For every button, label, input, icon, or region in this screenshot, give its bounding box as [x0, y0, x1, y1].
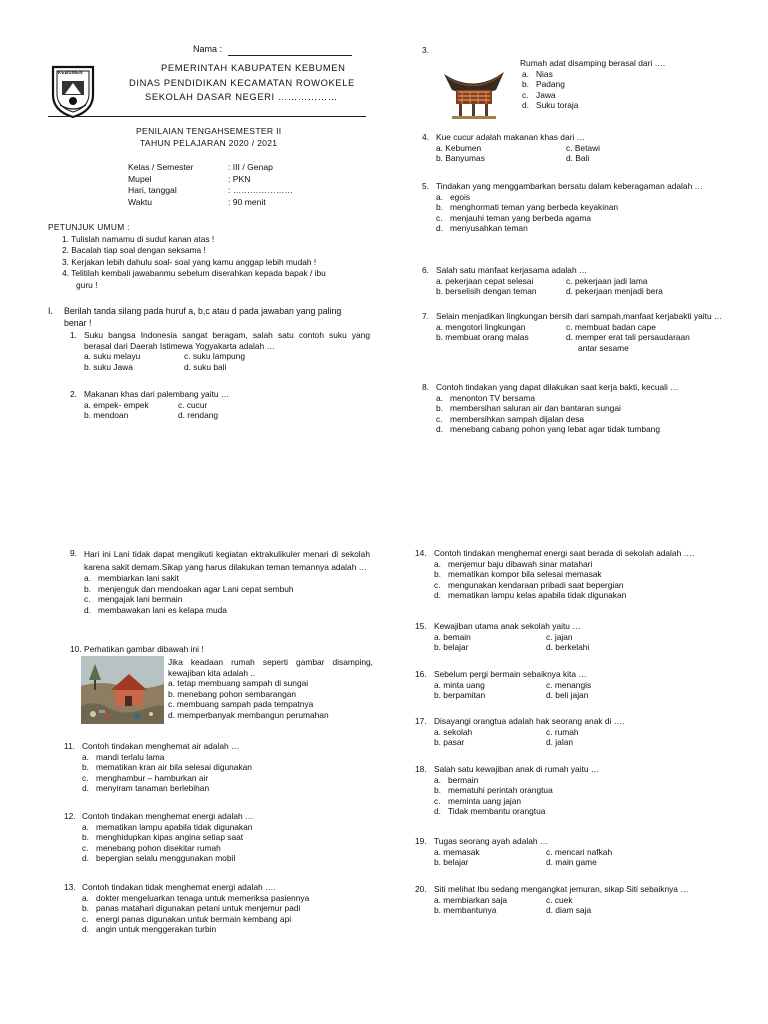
- option-a[interactable]: a. Kebumen: [436, 142, 482, 153]
- option-d-continued: antar sesame: [578, 342, 629, 353]
- option-b[interactable]: b. menebang pohon sembarangan: [168, 688, 297, 699]
- question-13: [64, 882, 374, 935]
- option-b[interactable]: b. suku Jawa: [84, 361, 133, 372]
- option-c[interactable]: c. jajan: [546, 631, 573, 642]
- option-letter: b.: [82, 762, 89, 772]
- option-d[interactable]: [434, 590, 735, 601]
- option-d[interactable]: d. berkelahi: [546, 642, 590, 652]
- option-c[interactable]: c. Betawi: [566, 142, 600, 153]
- option-d[interactable]: d. Bali: [566, 153, 590, 163]
- option-a[interactable]: a. memasak: [434, 846, 480, 857]
- option-letter: a.: [82, 892, 89, 903]
- question-number: 2.: [70, 389, 77, 399]
- option-d[interactable]: d. jalan: [546, 737, 574, 747]
- question-number: 4.: [422, 132, 429, 142]
- info-label: Waktu: [128, 196, 153, 207]
- option-b[interactable]: [84, 584, 370, 595]
- question-number: 20.: [415, 884, 427, 894]
- option-a[interactable]: a. mengotori lingkungan: [436, 321, 526, 332]
- option-d[interactable]: [522, 100, 720, 111]
- question-text: Makanan khas dari palembang yaitu …: [84, 389, 230, 399]
- question-7: [422, 311, 752, 353]
- option-letter: b.: [436, 202, 443, 212]
- option-a[interactable]: a. empek- empek: [84, 399, 149, 410]
- option-d[interactable]: [82, 924, 374, 935]
- option-c[interactable]: c. cuek: [546, 894, 573, 905]
- option-c[interactable]: [436, 213, 752, 224]
- info-value: : PKN: [228, 173, 251, 184]
- option-d[interactable]: [84, 605, 370, 616]
- info-row: [128, 162, 293, 174]
- question-text: Suku bangsa Indonesia sangat beragam, salah satu contoh suku yang berasal dari Daerah Istimewa Yogyakarta adalah …: [84, 330, 370, 351]
- option-letter: c.: [82, 913, 89, 924]
- option-c[interactable]: c. rumah: [546, 726, 579, 737]
- option-text: energi panas digunakan untuk bermain kembang api: [96, 913, 292, 924]
- question-number: 6.: [422, 265, 429, 275]
- question-12: [64, 811, 364, 864]
- option-letter: c.: [522, 89, 529, 100]
- exam-year: TAHUN PELAJARAN 2020 / 2021: [140, 138, 278, 148]
- option-letter: c.: [82, 842, 89, 853]
- question-text: Salah satu manfaat kerjasama adalah …: [436, 265, 588, 275]
- option-letter: b.: [436, 403, 443, 413]
- option-a[interactable]: a. sekolah: [434, 726, 473, 737]
- option-b[interactable]: b. Banyumas: [436, 153, 485, 163]
- question-1: [70, 330, 370, 372]
- header-rule: [48, 116, 366, 117]
- option-c[interactable]: c. pekerjaan jadi lama: [566, 275, 648, 286]
- option-c[interactable]: [522, 90, 720, 101]
- option-b[interactable]: b. belajar: [434, 642, 469, 652]
- option-d[interactable]: d. pekerjaan menjadi bera: [566, 286, 663, 296]
- option-a[interactable]: [522, 69, 720, 80]
- question-text: Salah satu kewajiban anak di rumah yaitu …: [434, 764, 600, 774]
- option-letter: b.: [434, 569, 441, 579]
- option-b[interactable]: b. pasar: [434, 737, 465, 747]
- option-letter: b.: [434, 785, 441, 795]
- option-text: mandi terlalu lama: [96, 751, 165, 762]
- question-18: [415, 764, 745, 817]
- option-b[interactable]: [434, 785, 745, 796]
- option-letter: d.: [84, 604, 91, 615]
- header-line1: PEMERINTAH KABUPATEN KEBUMEN: [161, 62, 346, 73]
- question-4: [422, 132, 752, 164]
- option-c[interactable]: [82, 914, 374, 925]
- instruction-item: guru !: [76, 279, 98, 290]
- instructions: [48, 222, 326, 292]
- question-number: 18.: [415, 764, 427, 774]
- section-line2: benar !: [64, 318, 92, 328]
- question-3-number: 3.: [422, 45, 429, 55]
- question-6: [422, 265, 752, 297]
- question-3: [520, 58, 720, 111]
- option-d[interactable]: [82, 783, 364, 794]
- option-b[interactable]: b. berpamitan: [434, 690, 486, 700]
- question-text: Contoh tindakan menghemat energi saat berada di sekolah adalah ….: [434, 548, 695, 558]
- option-d[interactable]: d. memperbanyak membangun perumahan: [168, 709, 329, 720]
- option-text: mematikan kran air bila selesai digunakan: [96, 762, 252, 772]
- option-text: Tidak membantu orangtua: [448, 806, 546, 816]
- question-text: Selain menjadikan lingkungan bersih dari sampah,manfaat kerjabakti yaitu …: [436, 311, 723, 321]
- option-c[interactable]: [82, 773, 364, 784]
- info-row: [128, 174, 293, 186]
- option-letter: d.: [434, 806, 441, 816]
- option-letter: c.: [434, 795, 441, 806]
- info-label: Mupel: [128, 173, 152, 184]
- info-label: Kelas / Semester: [128, 162, 194, 172]
- question-number: 14.: [415, 548, 427, 558]
- option-text: Suku toraja: [536, 100, 579, 110]
- question-text: Hari ini Lani tidak dapat mengikuti kegiatan ektrakulikuler menari di sekolah karena sakit demam.Sikap yang harus dilakukan teman temannya adalah …: [84, 549, 370, 572]
- name-label: [193, 44, 222, 55]
- option-text: mematikan lampu kelas apabila tidak digunakan: [448, 590, 627, 600]
- name-label-text: Nama :: [193, 44, 223, 54]
- question-text: Kue cucur adalah makanan khas dari …: [436, 132, 585, 142]
- question-text: Tugas seorang ayah adalah …: [434, 836, 549, 846]
- option-b[interactable]: [82, 832, 364, 843]
- option-letter: c.: [84, 594, 91, 605]
- option-letter: c.: [436, 413, 443, 424]
- option-text: menjauhi teman yang berbeda agama: [450, 212, 592, 223]
- option-text: mengunakan kendaraan pribadi saat bepergian: [448, 579, 624, 590]
- question-number: 12.: [64, 811, 76, 821]
- option-b[interactable]: [436, 202, 752, 213]
- option-text: menghidupkan kipas angina setiap saat: [96, 832, 244, 842]
- instructions-title: PETUNJUK UMUM :: [48, 222, 130, 232]
- question-number: 13.: [64, 882, 76, 892]
- question-number: 17.: [415, 716, 427, 726]
- option-c[interactable]: c. membuat badan cape: [566, 321, 656, 332]
- option-a[interactable]: [434, 559, 735, 570]
- option-c[interactable]: c. cucur: [178, 399, 208, 410]
- option-letter: a.: [82, 751, 89, 762]
- question-text: Rumah adat disamping berasal dari ….: [520, 58, 666, 68]
- question-number: 19.: [415, 836, 427, 846]
- option-text: menyiram tanaman berlebihan: [96, 783, 210, 793]
- option-d[interactable]: [82, 853, 364, 864]
- option-d[interactable]: [436, 223, 752, 234]
- option-letter: b.: [522, 79, 529, 89]
- question-14: [415, 548, 735, 601]
- info-value: : III / Genap: [228, 162, 273, 172]
- option-text: angin untuk menggerakan turbin: [96, 924, 217, 934]
- option-d[interactable]: d. suku bali: [184, 361, 227, 372]
- option-c[interactable]: [82, 843, 364, 854]
- option-a[interactable]: a. pekerjaan cepat selesai: [436, 275, 534, 286]
- option-text: bermain: [448, 774, 479, 785]
- question-8: [422, 382, 752, 435]
- option-text: menghambur – hamburkan air: [96, 772, 209, 783]
- question-19: [415, 836, 745, 868]
- question-number: 10.: [70, 644, 82, 654]
- option-letter: a.: [522, 68, 529, 79]
- option-text: Padang: [536, 79, 565, 89]
- option-letter: d.: [82, 853, 89, 863]
- option-a[interactable]: [434, 775, 745, 786]
- option-text: Jawa: [536, 89, 556, 100]
- option-d[interactable]: d. main game: [546, 857, 597, 867]
- option-d[interactable]: d. rendang: [178, 410, 219, 420]
- option-d[interactable]: [434, 806, 745, 817]
- instruction-item: 1. Tulislah namamu di sudut kanan atas !: [62, 233, 215, 244]
- option-a[interactable]: [82, 893, 374, 904]
- option-a[interactable]: a. tetap membuang sampah di sungai: [168, 678, 309, 688]
- option-text: Nias: [536, 68, 553, 79]
- question-11: [64, 741, 364, 794]
- option-letter: c.: [82, 772, 89, 783]
- option-b[interactable]: [82, 762, 364, 773]
- option-letter: a.: [436, 392, 443, 403]
- option-letter: b.: [82, 903, 89, 913]
- option-text: menjenguk dan mendoakan agar Lani cepat sembuh: [98, 583, 294, 594]
- kebumen-logo: [49, 61, 97, 119]
- option-text: meminta uang jajan: [448, 795, 522, 806]
- option-letter: d.: [522, 100, 529, 110]
- option-d[interactable]: d. memper erat tali persaudaraan: [566, 332, 690, 342]
- option-letter: d.: [82, 783, 89, 793]
- option-text: membersihkan sampah dijalan desa: [450, 413, 585, 424]
- question-5: [422, 181, 752, 234]
- option-text: menebang cabang pohon yang lebat agar tidak tumbang: [450, 424, 661, 434]
- option-text: membersihan saluran air dan bantaran sungai: [450, 403, 621, 413]
- option-text: mengajak lani bermain: [98, 594, 183, 605]
- question-number: 8.: [422, 382, 429, 392]
- option-b[interactable]: b. membantunya: [434, 905, 497, 915]
- option-text: dokter mengeluarkan tenaga untuk memeriksa pasiennya: [96, 892, 310, 903]
- option-text: membiarkan lani sakit: [98, 573, 179, 584]
- info-value: : 90 menit: [228, 196, 266, 207]
- option-text: menonton TV bersama: [450, 392, 536, 403]
- option-text: menyusahkan teman: [450, 223, 528, 233]
- question-15: [415, 621, 745, 653]
- option-c[interactable]: [84, 594, 370, 605]
- info-row: [128, 197, 293, 209]
- option-d[interactable]: [436, 424, 752, 435]
- option-text: bepergian selalu menggunakan mobil: [96, 853, 236, 863]
- option-a[interactable]: [84, 573, 370, 584]
- option-letter: b.: [82, 832, 89, 842]
- option-c[interactable]: [434, 580, 735, 591]
- option-a[interactable]: [436, 393, 752, 404]
- option-text: mematikan lampu apabila tidak digunakan: [96, 821, 253, 832]
- question-text: Siti melihat Ibu sedang mengangkat jemuran, sikap Siti sebaiknya …: [434, 884, 689, 894]
- option-letter: c.: [434, 579, 441, 590]
- instruction-item: 4. Telitilah kembali jawabanmu sebelum diserahkan kepada bapak / ibu: [62, 268, 326, 279]
- question-text: Contoh tindakan menghemat energi adalah …: [82, 811, 254, 821]
- question-text: Jika keadaan rumah seperti gambar disamping, kewajiban kita adalah ..: [168, 657, 373, 678]
- option-b[interactable]: [434, 569, 735, 580]
- option-text: menebang pohon disekitar rumah: [96, 842, 221, 853]
- question-number: 11.: [64, 741, 76, 751]
- header-line3: SEKOLAH DASAR NEGERI ………………: [145, 91, 338, 102]
- option-letter: d.: [436, 424, 443, 434]
- question-number: 1.: [70, 330, 77, 340]
- option-text: membawakan lani es kelapa muda: [98, 604, 227, 615]
- option-b[interactable]: [436, 403, 752, 414]
- option-letter: c.: [436, 212, 443, 223]
- option-b[interactable]: b. membuat orang malas: [436, 332, 529, 342]
- question-10: [168, 657, 373, 720]
- question-text: Perhatikan gambar dibawah ini !: [83, 644, 204, 654]
- option-c[interactable]: [434, 796, 745, 807]
- question-number: 15.: [415, 621, 427, 631]
- question-text: Kewajiban utama anak sekolah yaitu …: [434, 621, 581, 631]
- option-letter: a.: [84, 573, 91, 584]
- option-text: mematuhi perintah orangtua: [448, 785, 553, 795]
- option-a[interactable]: [436, 192, 752, 203]
- name-blank-line: [228, 55, 352, 56]
- option-text: panas matahari digunakan petani untuk menjemur padi: [96, 903, 301, 913]
- option-b[interactable]: [82, 903, 374, 914]
- question-text: Contoh tindakan tidak menghemat energi adalah ….: [82, 882, 276, 892]
- option-c[interactable]: c. suku lampung: [184, 351, 245, 361]
- option-text: menghormati teman yang berbeda keyakinan: [450, 202, 619, 212]
- option-a[interactable]: a. minta uang: [434, 679, 485, 690]
- question-text: Disayangi orangtua adalah hak seorang anak di ….: [434, 716, 625, 726]
- option-b[interactable]: b. belajar: [434, 857, 469, 867]
- option-text: mematikan kompor bila selesai memasak: [448, 569, 602, 579]
- question-number: 16.: [415, 669, 427, 679]
- header-line2: DINAS PENDIDIKAN KECAMATAN ROWOKELE: [129, 77, 355, 88]
- question-number: 9.: [70, 548, 77, 558]
- info-block: [128, 162, 293, 208]
- option-c[interactable]: c. membuang sampah pada tempatnya: [168, 699, 314, 709]
- section-number: I.: [48, 306, 53, 316]
- question-2: [70, 389, 370, 421]
- option-c[interactable]: [436, 414, 752, 425]
- option-text: egois: [450, 191, 471, 202]
- option-letter: a.: [436, 191, 443, 202]
- option-a[interactable]: a. suku melayu: [84, 351, 141, 361]
- option-a[interactable]: a. membiarkan saja: [434, 894, 508, 905]
- option-d[interactable]: d. diam saja: [546, 905, 592, 915]
- option-b[interactable]: b. mendoan: [84, 410, 129, 420]
- logo-text: KEBUMEN: [58, 70, 83, 75]
- info-label: Hari, tanggal: [128, 185, 177, 196]
- option-a[interactable]: [82, 822, 364, 833]
- question-text: Contoh tindakan yang dapat dilakukan saat kerja bakti, kecuali …: [436, 382, 679, 392]
- option-letter: b.: [84, 583, 91, 594]
- option-b[interactable]: b. berselisih dengan teman: [436, 286, 537, 296]
- option-b[interactable]: [522, 79, 720, 90]
- option-letter: a.: [434, 774, 441, 785]
- question-number: 7.: [422, 311, 429, 321]
- option-d[interactable]: d. beli jajan: [546, 690, 589, 700]
- question-text: Sebelum pergi bermain sebaiknya kita …: [434, 669, 587, 679]
- question-text: Contoh tindakan menghemat air adalah …: [82, 741, 240, 751]
- question-number: 5.: [422, 181, 429, 191]
- info-value: : …………………: [228, 185, 293, 196]
- instruction-item: 2. Bacalah tiap soal dengan seksama !: [62, 245, 206, 256]
- option-c[interactable]: c. menangis: [546, 679, 592, 690]
- option-a[interactable]: [82, 752, 364, 763]
- question-16: [415, 669, 745, 701]
- section-line1: Berilah tanda silang pada huruf a, b,c atau d pada jawaban yang paling: [64, 306, 342, 316]
- flood-house-image: [81, 656, 164, 724]
- option-a[interactable]: a. bemain: [434, 631, 471, 642]
- option-text: menjemur baju dibawah sinar matahari: [448, 558, 593, 569]
- option-letter: d.: [436, 223, 443, 233]
- question-20: [415, 884, 735, 916]
- instruction-item: 3. Kerjakan lebih dahulu soal- soal yang kamu anggap lebih mudah !: [62, 256, 317, 267]
- question-text: Tindakan yang menggambarkan bersatu dalam keberagaman adalah …: [436, 181, 703, 191]
- toraja-house-image: [442, 68, 506, 120]
- question-17: [415, 716, 745, 748]
- option-letter: d.: [434, 590, 441, 600]
- option-letter: a.: [82, 821, 89, 832]
- option-letter: a.: [434, 558, 441, 569]
- section-heading: [48, 305, 378, 329]
- option-c[interactable]: c. mencari nafkah: [546, 846, 613, 857]
- option-letter: d.: [82, 924, 89, 934]
- info-row: [128, 185, 293, 197]
- question-10-title: [70, 644, 204, 655]
- exam-title: PENILAIAN TENGAHSEMESTER II: [136, 126, 282, 136]
- question-9: [70, 548, 370, 615]
